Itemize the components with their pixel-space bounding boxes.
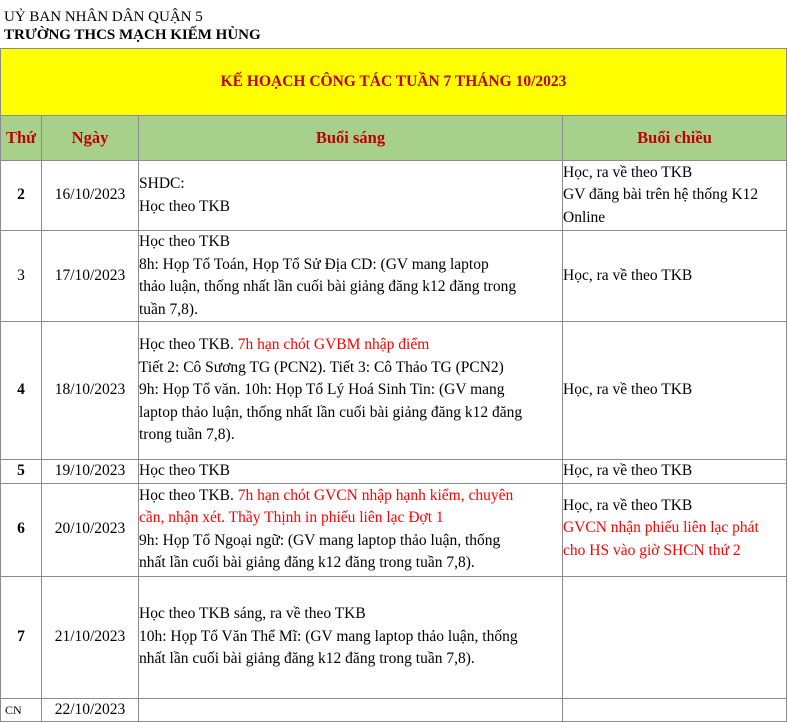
morning-line: Học theo TKB (139, 197, 230, 215)
morning-line: Tiết 2: Cô Sương TG (PCN2). Tiết 3: Cô Thảo TG (PCN2) (139, 358, 504, 376)
afternoon-cell (563, 161, 787, 231)
morning-line: 9h: Họp Tổ văn. 10h: Họp Tổ Lý Hoá Sinh Tin: (GV mang (139, 381, 505, 399)
date-cell: 18/10/2023 (42, 322, 139, 460)
morning-cell (139, 161, 563, 231)
date-cell: 17/10/2023 (42, 231, 139, 322)
afternoon-cell (563, 231, 787, 322)
table-row (1, 698, 787, 722)
column-header-row (1, 116, 787, 161)
morning-line: Học theo TKB (139, 233, 230, 250)
table-row (1, 161, 787, 231)
morning-line: tuần 7,8). (139, 300, 198, 318)
afternoon-line: Học, ra về theo TKB (563, 381, 693, 399)
morning-text: Học theo TKB. (139, 486, 234, 504)
column-header-date: Ngày (42, 116, 139, 161)
date-cell: 20/10/2023 (42, 483, 139, 576)
column-header-afternoon: Buổi chiều (563, 116, 787, 161)
afternoon-cell (563, 698, 787, 722)
date-cell: 19/10/2023 (42, 460, 139, 484)
org-name: UỶ BAN NHÂN DÂN QUẬN 5 (4, 9, 203, 25)
table-row (1, 322, 787, 460)
morning-line: 8h: Họp Tổ Toán, Họp Tổ Sử Địa CD: (GV mang laptop (139, 255, 489, 273)
afternoon-cell (563, 322, 787, 460)
morning-line: nhất lần cuối bài giảng đăng k12 đăng trong tuần 7,8). (139, 554, 475, 571)
morning-line: trong tuần 7,8). (139, 426, 235, 444)
date-cell: 22/10/2023 (42, 698, 139, 722)
table-row (1, 231, 787, 322)
afternoon-cell (563, 483, 787, 576)
afternoon-line: Học, ra về theo TKB (563, 266, 693, 284)
page-title: KẾ HOẠCH CÔNG TÁC TUẦN 7 THÁNG 10/2023 (1, 49, 787, 116)
morning-cell (139, 322, 563, 460)
day-cell: 3 (1, 231, 42, 322)
morning-line: Học theo TKB (139, 462, 230, 479)
day-cell: 2 (1, 161, 42, 231)
afternoon-cell (563, 576, 787, 698)
day-cell: 7 (1, 576, 42, 698)
afternoon-line: Học, ra về theo TKB (563, 163, 693, 181)
day-cell: 5 (1, 460, 42, 484)
afternoon-line: GV đăng bài trên hệ thống K12 (563, 186, 759, 204)
morning-line: 9h: Họp Tổ Ngoại ngữ: (GV mang laptop thảo luận, thống (139, 531, 501, 549)
day-cell: 6 (1, 483, 42, 576)
school-name: TRƯỜNG THCS MẠCH KIẾM HÙNG (4, 27, 261, 43)
morning-line: thảo luận, thống nhất lần cuối bài giảng đăng k12 đăng trong (139, 278, 517, 295)
column-header-day: Thứ (1, 116, 42, 161)
morning-cell (139, 698, 563, 722)
morning-line: laptop thảo luận, thống nhất lần cuối bài giảng đăng k12 đăng (139, 403, 523, 421)
morning-cell (139, 483, 563, 576)
morning-cell (139, 460, 563, 484)
morning-line: 10h: Họp Tổ Văn Thể Mĩ: (GV mang laptop thảo luận, thống (139, 627, 518, 645)
table-row (1, 483, 787, 576)
title-row (1, 49, 787, 116)
morning-cell (139, 576, 563, 698)
morning-line (139, 485, 562, 508)
table-row (1, 576, 787, 698)
morning-cell (139, 231, 563, 322)
afternoon-note: cho HS vào giờ SHCN thứ 2 (563, 541, 741, 559)
morning-line (139, 334, 562, 357)
day-cell: 4 (1, 322, 42, 460)
day-cell: CN (1, 698, 42, 722)
deadline-note: 7h hạn chót GVCN nhập hạnh kiểm, chuyên (237, 486, 514, 504)
morning-line: SHDC: (139, 175, 185, 192)
morning-text: Học theo TKB. (139, 336, 234, 354)
deadline-note: 7h hạn chót GVBM nhập điểm (237, 336, 430, 354)
afternoon-line: Online (563, 208, 606, 226)
column-header-morning: Buổi sáng (139, 116, 563, 161)
afternoon-cell (563, 460, 787, 484)
afternoon-note: GVCN nhận phiếu liên lạc phát (563, 519, 759, 536)
afternoon-line: Học, ra về theo TKB (563, 496, 693, 514)
morning-line: Học theo TKB sáng, ra về theo TKB (139, 605, 366, 623)
date-cell: 16/10/2023 (42, 161, 139, 231)
date-cell: 21/10/2023 (42, 576, 139, 698)
afternoon-line: Học, ra về theo TKB (563, 462, 693, 479)
morning-line: nhất lần cuối bài giảng đăng k12 đăng trong tuần 7,8). (139, 650, 475, 668)
weekly-plan-table (0, 48, 787, 722)
deadline-note: cần, nhận xét. Thầy Thịnh in phiếu liên lạc Đợt 1 (139, 509, 444, 526)
table-row (1, 460, 787, 484)
